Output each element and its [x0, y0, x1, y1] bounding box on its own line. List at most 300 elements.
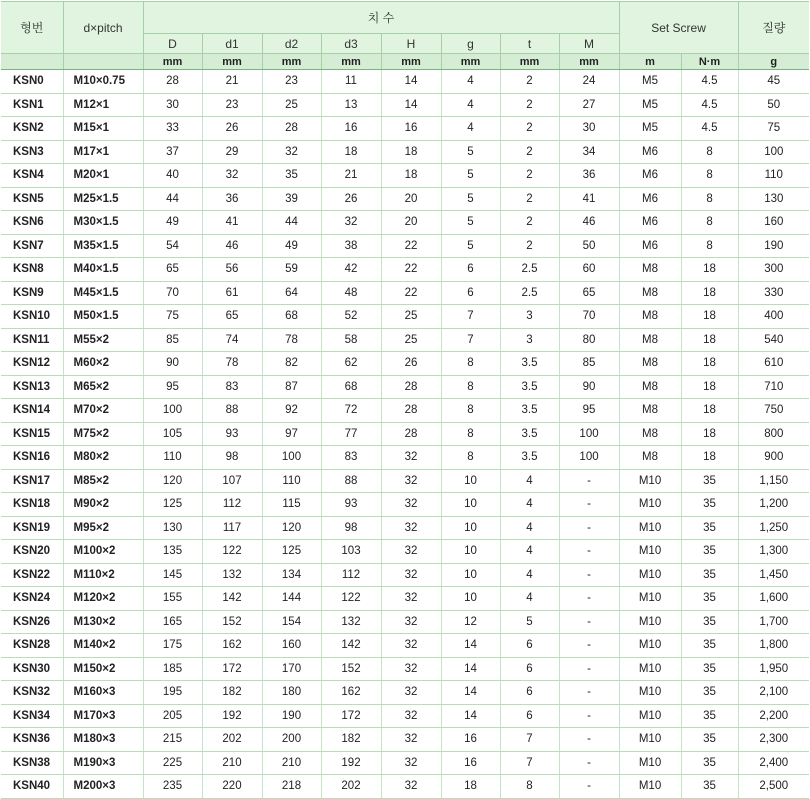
cell-t: 6	[500, 634, 559, 658]
cell-d3: 42	[321, 258, 381, 282]
cell-d3: 83	[321, 446, 381, 470]
cell-thread: M12×1	[63, 93, 143, 117]
cell-m: -	[559, 493, 619, 517]
cell-d1: 202	[202, 728, 262, 752]
cell-h: 16	[381, 117, 441, 141]
cell-g: 5	[441, 211, 500, 235]
cell-d1: 23	[202, 93, 262, 117]
cell-weight: 400	[738, 305, 809, 329]
cell-m: -	[559, 563, 619, 587]
table-row	[1, 704, 809, 728]
cell-h: 22	[381, 281, 441, 305]
cell-model: KSN2	[1, 117, 63, 141]
cell-thread: M190×3	[63, 751, 143, 775]
cell-d2: 115	[262, 493, 321, 517]
cell-d2: 218	[262, 775, 321, 799]
cell-d1: 122	[202, 540, 262, 564]
cell-d1: 32	[202, 164, 262, 188]
cell-weight: 1,150	[738, 469, 809, 493]
cell-m: 70	[559, 305, 619, 329]
cell-model: KSN28	[1, 634, 63, 658]
cell-d1: 74	[202, 328, 262, 352]
cell-m: -	[559, 728, 619, 752]
cell-thread: M10×0.75	[63, 70, 143, 94]
cell-screw: M8	[619, 446, 681, 470]
cell-h: 32	[381, 587, 441, 611]
table-header	[1, 2, 809, 70]
cell-thread: M65×2	[63, 375, 143, 399]
header-set-screw: Set Screw	[619, 2, 738, 54]
cell-thread: M40×1.5	[63, 258, 143, 282]
table-row	[1, 681, 809, 705]
cell-h: 32	[381, 540, 441, 564]
cell-m: -	[559, 775, 619, 799]
cell-d: 130	[143, 516, 202, 540]
cell-screw: M6	[619, 187, 681, 211]
header-col-D: D	[143, 34, 202, 54]
cell-d3: 93	[321, 493, 381, 517]
cell-screw: M8	[619, 258, 681, 282]
cell-h: 14	[381, 70, 441, 94]
cell-d3: 16	[321, 117, 381, 141]
cell-h: 32	[381, 563, 441, 587]
cell-weight: 1,600	[738, 587, 809, 611]
unit-weight: g	[738, 54, 809, 70]
cell-d1: 220	[202, 775, 262, 799]
cell-d2: 87	[262, 375, 321, 399]
cell-torque: 4.5	[681, 70, 738, 94]
cell-screw: M10	[619, 657, 681, 681]
cell-g: 8	[441, 422, 500, 446]
cell-weight: 330	[738, 281, 809, 305]
cell-torque: 8	[681, 140, 738, 164]
cell-thread: M90×2	[63, 493, 143, 517]
cell-t: 2	[500, 164, 559, 188]
cell-weight: 190	[738, 234, 809, 258]
cell-d: 185	[143, 657, 202, 681]
cell-weight: 1,800	[738, 634, 809, 658]
cell-d2: 154	[262, 610, 321, 634]
cell-h: 32	[381, 751, 441, 775]
cell-h: 32	[381, 469, 441, 493]
cell-d2: 32	[262, 140, 321, 164]
cell-h: 18	[381, 140, 441, 164]
cell-model: KSN8	[1, 258, 63, 282]
cell-d3: 132	[321, 610, 381, 634]
cell-d: 215	[143, 728, 202, 752]
cell-h: 28	[381, 422, 441, 446]
cell-model: KSN15	[1, 422, 63, 446]
table-row	[1, 93, 809, 117]
cell-g: 14	[441, 704, 500, 728]
cell-m: -	[559, 516, 619, 540]
cell-d2: 210	[262, 751, 321, 775]
cell-t: 2	[500, 117, 559, 141]
cell-model: KSN1	[1, 93, 63, 117]
cell-t: 4	[500, 469, 559, 493]
header-pitch: d×pitch	[63, 2, 143, 54]
cell-model: KSN10	[1, 305, 63, 329]
cell-m: -	[559, 681, 619, 705]
cell-h: 32	[381, 634, 441, 658]
cell-screw: M10	[619, 704, 681, 728]
cell-h: 32	[381, 681, 441, 705]
cell-screw: M5	[619, 93, 681, 117]
cell-thread: M50×1.5	[63, 305, 143, 329]
cell-g: 5	[441, 164, 500, 188]
unit-screw-m: m	[619, 54, 681, 70]
table-row	[1, 516, 809, 540]
cell-d: 175	[143, 634, 202, 658]
cell-d2: 35	[262, 164, 321, 188]
cell-m: 50	[559, 234, 619, 258]
cell-screw: M10	[619, 751, 681, 775]
cell-model: KSN20	[1, 540, 63, 564]
cell-d1: 26	[202, 117, 262, 141]
cell-screw: M8	[619, 328, 681, 352]
cell-model: KSN9	[1, 281, 63, 305]
cell-thread: M110×2	[63, 563, 143, 587]
cell-m: -	[559, 634, 619, 658]
cell-d: 30	[143, 93, 202, 117]
cell-d1: 56	[202, 258, 262, 282]
cell-g: 4	[441, 93, 500, 117]
cell-h: 32	[381, 446, 441, 470]
cell-g: 10	[441, 516, 500, 540]
cell-model: KSN0	[1, 70, 63, 94]
cell-thread: M170×3	[63, 704, 143, 728]
cell-torque: 35	[681, 634, 738, 658]
cell-d3: 48	[321, 281, 381, 305]
cell-h: 20	[381, 211, 441, 235]
cell-d3: 68	[321, 375, 381, 399]
cell-weight: 2,400	[738, 751, 809, 775]
cell-model: KSN40	[1, 775, 63, 799]
cell-model: KSN11	[1, 328, 63, 352]
unit-D: mm	[143, 54, 202, 70]
cell-d1: 61	[202, 281, 262, 305]
cell-h: 32	[381, 516, 441, 540]
cell-d1: 162	[202, 634, 262, 658]
cell-m: 36	[559, 164, 619, 188]
table-row	[1, 610, 809, 634]
cell-d3: 88	[321, 469, 381, 493]
cell-d1: 192	[202, 704, 262, 728]
cell-d1: 41	[202, 211, 262, 235]
cell-d3: 192	[321, 751, 381, 775]
cell-h: 32	[381, 657, 441, 681]
cell-g: 5	[441, 234, 500, 258]
cell-d1: 21	[202, 70, 262, 94]
cell-d3: 11	[321, 70, 381, 94]
cell-screw: M5	[619, 70, 681, 94]
cell-t: 3	[500, 328, 559, 352]
cell-d1: 98	[202, 446, 262, 470]
cell-weight: 75	[738, 117, 809, 141]
cell-torque: 35	[681, 540, 738, 564]
header-col-d3: d3	[321, 34, 381, 54]
cell-d3: 142	[321, 634, 381, 658]
cell-thread: M17×1	[63, 140, 143, 164]
cell-weight: 1,450	[738, 563, 809, 587]
cell-t: 7	[500, 751, 559, 775]
header-col-d2: d2	[262, 34, 321, 54]
cell-h: 18	[381, 164, 441, 188]
cell-d: 44	[143, 187, 202, 211]
cell-d: 235	[143, 775, 202, 799]
header-weight: 질량	[738, 2, 809, 54]
cell-g: 5	[441, 140, 500, 164]
cell-d: 37	[143, 140, 202, 164]
cell-d3: 38	[321, 234, 381, 258]
cell-torque: 18	[681, 399, 738, 423]
cell-m: 90	[559, 375, 619, 399]
cell-h: 20	[381, 187, 441, 211]
cell-g: 10	[441, 587, 500, 611]
cell-d2: 97	[262, 422, 321, 446]
cell-torque: 18	[681, 446, 738, 470]
unit-g: mm	[441, 54, 500, 70]
cell-d2: 23	[262, 70, 321, 94]
table-row	[1, 634, 809, 658]
unit-M: mm	[559, 54, 619, 70]
cell-d3: 26	[321, 187, 381, 211]
cell-g: 18	[441, 775, 500, 799]
cell-thread: M160×3	[63, 681, 143, 705]
cell-weight: 900	[738, 446, 809, 470]
cell-t: 2	[500, 70, 559, 94]
cell-torque: 18	[681, 258, 738, 282]
cell-t: 3	[500, 305, 559, 329]
table-row	[1, 375, 809, 399]
cell-thread: M180×3	[63, 728, 143, 752]
cell-g: 10	[441, 563, 500, 587]
cell-d: 65	[143, 258, 202, 282]
cell-d2: 100	[262, 446, 321, 470]
cell-screw: M6	[619, 140, 681, 164]
cell-h: 32	[381, 775, 441, 799]
cell-torque: 35	[681, 704, 738, 728]
cell-d: 225	[143, 751, 202, 775]
table-row	[1, 422, 809, 446]
table-row	[1, 563, 809, 587]
cell-d1: 93	[202, 422, 262, 446]
cell-h: 22	[381, 258, 441, 282]
cell-d2: 39	[262, 187, 321, 211]
cell-d1: 36	[202, 187, 262, 211]
cell-torque: 35	[681, 563, 738, 587]
table-row	[1, 657, 809, 681]
cell-d: 85	[143, 328, 202, 352]
cell-model: KSN38	[1, 751, 63, 775]
cell-h: 32	[381, 493, 441, 517]
cell-weight: 1,700	[738, 610, 809, 634]
table-row	[1, 281, 809, 305]
cell-d3: 52	[321, 305, 381, 329]
cell-weight: 750	[738, 399, 809, 423]
cell-thread: M70×2	[63, 399, 143, 423]
cell-m: 27	[559, 93, 619, 117]
header-col-d1: d1	[202, 34, 262, 54]
cell-d1: 29	[202, 140, 262, 164]
cell-t: 6	[500, 681, 559, 705]
cell-m: -	[559, 469, 619, 493]
cell-thread: M20×1	[63, 164, 143, 188]
cell-t: 2	[500, 93, 559, 117]
cell-h: 22	[381, 234, 441, 258]
cell-thread: M55×2	[63, 328, 143, 352]
cell-weight: 800	[738, 422, 809, 446]
cell-d1: 182	[202, 681, 262, 705]
cell-m: -	[559, 610, 619, 634]
cell-model: KSN13	[1, 375, 63, 399]
header-col-t: t	[500, 34, 559, 54]
table-row	[1, 305, 809, 329]
cell-model: KSN7	[1, 234, 63, 258]
cell-screw: M10	[619, 610, 681, 634]
table-row	[1, 493, 809, 517]
cell-torque: 18	[681, 281, 738, 305]
cell-d2: 92	[262, 399, 321, 423]
cell-d3: 58	[321, 328, 381, 352]
header-col-g: g	[441, 34, 500, 54]
cell-screw: M8	[619, 422, 681, 446]
cell-torque: 8	[681, 211, 738, 235]
cell-d3: 18	[321, 140, 381, 164]
cell-d1: 142	[202, 587, 262, 611]
cell-thread: M120×2	[63, 587, 143, 611]
cell-m: -	[559, 587, 619, 611]
cell-m: 24	[559, 70, 619, 94]
cell-h: 14	[381, 93, 441, 117]
cell-torque: 35	[681, 657, 738, 681]
cell-t: 3.5	[500, 375, 559, 399]
cell-d3: 202	[321, 775, 381, 799]
cell-d2: 44	[262, 211, 321, 235]
table-body	[1, 70, 809, 799]
cell-m: 30	[559, 117, 619, 141]
cell-screw: M10	[619, 587, 681, 611]
cell-model: KSN5	[1, 187, 63, 211]
cell-d1: 78	[202, 352, 262, 376]
cell-d: 145	[143, 563, 202, 587]
cell-model: KSN12	[1, 352, 63, 376]
cell-torque: 35	[681, 516, 738, 540]
cell-thread: M200×3	[63, 775, 143, 799]
cell-g: 8	[441, 446, 500, 470]
cell-d1: 132	[202, 563, 262, 587]
cell-g: 12	[441, 610, 500, 634]
cell-d: 155	[143, 587, 202, 611]
cell-weight: 1,200	[738, 493, 809, 517]
cell-d1: 117	[202, 516, 262, 540]
cell-d2: 125	[262, 540, 321, 564]
cell-screw: M8	[619, 305, 681, 329]
cell-model: KSN26	[1, 610, 63, 634]
cell-weight: 2,300	[738, 728, 809, 752]
cell-t: 2.5	[500, 258, 559, 282]
cell-m: 80	[559, 328, 619, 352]
cell-g: 5	[441, 187, 500, 211]
cell-thread: M25×1.5	[63, 187, 143, 211]
cell-t: 2	[500, 234, 559, 258]
cell-d2: 190	[262, 704, 321, 728]
cell-d: 49	[143, 211, 202, 235]
cell-model: KSN6	[1, 211, 63, 235]
cell-model: KSN17	[1, 469, 63, 493]
cell-t: 4	[500, 493, 559, 517]
cell-h: 26	[381, 352, 441, 376]
cell-model: KSN32	[1, 681, 63, 705]
cell-t: 4	[500, 587, 559, 611]
cell-weight: 540	[738, 328, 809, 352]
cell-d: 125	[143, 493, 202, 517]
cell-d: 105	[143, 422, 202, 446]
cell-thread: M60×2	[63, 352, 143, 376]
cell-d: 165	[143, 610, 202, 634]
cell-t: 3.5	[500, 422, 559, 446]
cell-torque: 18	[681, 305, 738, 329]
cell-d2: 170	[262, 657, 321, 681]
cell-g: 10	[441, 540, 500, 564]
cell-t: 4	[500, 516, 559, 540]
cell-weight: 110	[738, 164, 809, 188]
cell-m: 85	[559, 352, 619, 376]
cell-weight: 610	[738, 352, 809, 376]
cell-t: 6	[500, 704, 559, 728]
cell-screw: M8	[619, 281, 681, 305]
cell-t: 2	[500, 211, 559, 235]
cell-thread: M85×2	[63, 469, 143, 493]
table-row	[1, 540, 809, 564]
cell-d2: 25	[262, 93, 321, 117]
cell-d1: 172	[202, 657, 262, 681]
cell-model: KSN16	[1, 446, 63, 470]
cell-g: 8	[441, 375, 500, 399]
header-dimensions: 치 수	[143, 2, 619, 34]
table-row	[1, 775, 809, 799]
cell-d2: 180	[262, 681, 321, 705]
cell-thread: M140×2	[63, 634, 143, 658]
cell-d2: 78	[262, 328, 321, 352]
cell-d: 110	[143, 446, 202, 470]
cell-d1: 46	[202, 234, 262, 258]
cell-torque: 8	[681, 234, 738, 258]
cell-screw: M10	[619, 469, 681, 493]
cell-torque: 35	[681, 493, 738, 517]
table-row	[1, 352, 809, 376]
table-row	[1, 187, 809, 211]
cell-t: 2	[500, 187, 559, 211]
cell-d: 90	[143, 352, 202, 376]
cell-d3: 62	[321, 352, 381, 376]
cell-thread: M35×1.5	[63, 234, 143, 258]
cell-screw: M6	[619, 211, 681, 235]
table-row	[1, 117, 809, 141]
cell-torque: 35	[681, 681, 738, 705]
units-row	[1, 54, 809, 70]
cell-screw: M10	[619, 728, 681, 752]
cell-m: -	[559, 751, 619, 775]
cell-m: 46	[559, 211, 619, 235]
cell-thread: M95×2	[63, 516, 143, 540]
cell-d3: 72	[321, 399, 381, 423]
cell-h: 32	[381, 704, 441, 728]
cell-d: 205	[143, 704, 202, 728]
cell-torque: 35	[681, 751, 738, 775]
cell-d3: 32	[321, 211, 381, 235]
cell-screw: M10	[619, 681, 681, 705]
